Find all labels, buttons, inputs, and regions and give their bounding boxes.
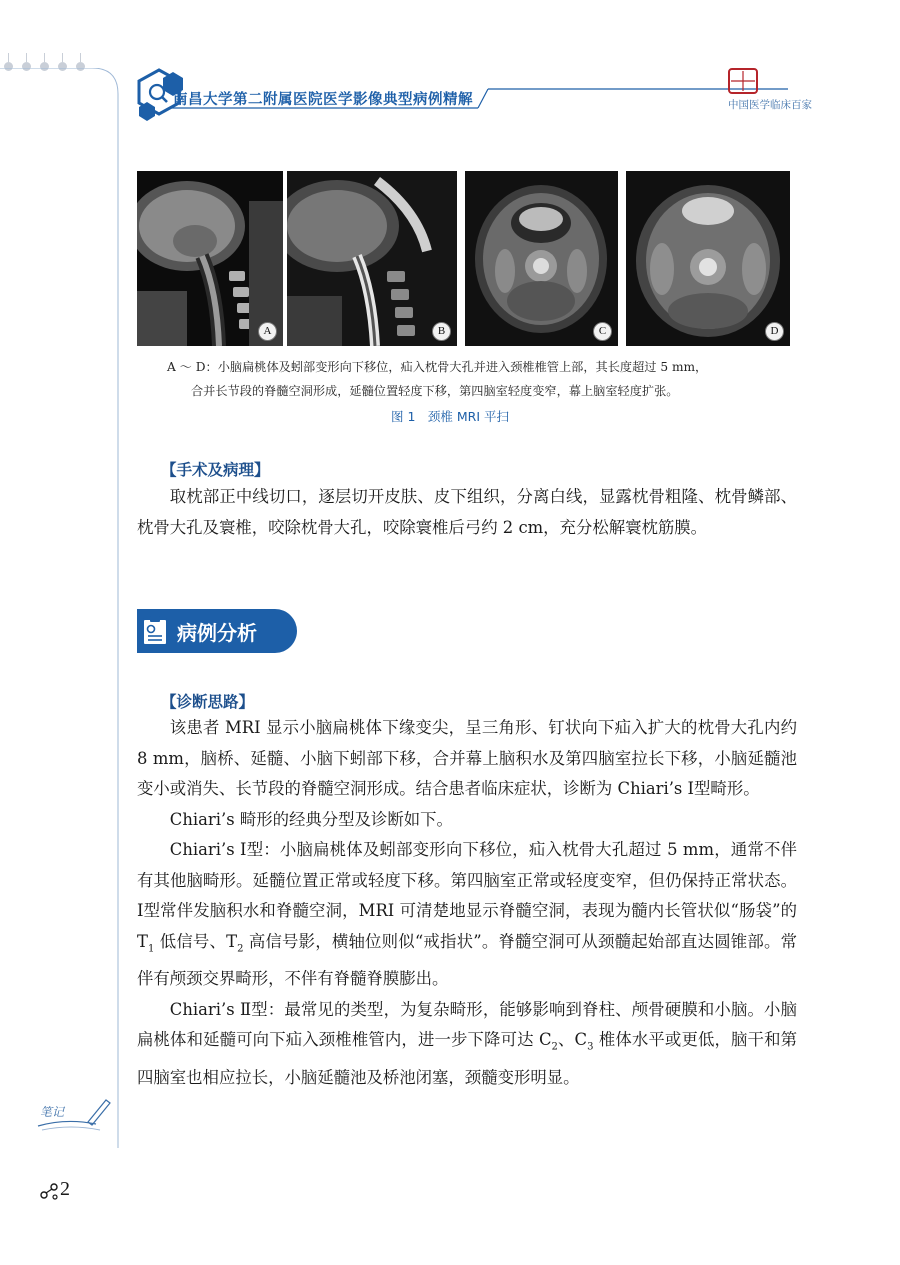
panel-label: A bbox=[258, 322, 277, 341]
panel-label: B bbox=[432, 322, 451, 341]
diagnosis-paragraph-2: Chiari’s 畸形的经典分型及诊断如下。 bbox=[169, 809, 453, 829]
figure-caption-line-1: A ～ D：小脑扁桃体及蚓部变形向下移位，疝入枕骨大孔并进入颈椎椎管上部，其长度超过 5 mm， bbox=[167, 360, 708, 374]
margin-line bbox=[0, 68, 120, 1148]
text-run: 椎体水平或更低，脑干和第四脑室也相应拉长，小脑延髓池及桥池闭塞，颈髓变形明显。 bbox=[137, 1030, 797, 1088]
subscript: 2 bbox=[237, 942, 244, 954]
panel-label: D bbox=[765, 322, 784, 341]
binding-ring bbox=[76, 62, 85, 71]
binding-ring bbox=[22, 62, 31, 71]
binding-ring bbox=[4, 62, 13, 71]
surgery-text: 取枕部正中线切口，逐层切开皮肤、皮下组织，分离白线，显露枕骨粗隆、枕骨鳞部、枕骨大孔及寰椎，咬除枕骨大孔，咬除寰椎后弓约 2 cm，充分松解寰枕筋膜。 bbox=[137, 487, 797, 537]
mri-image-b bbox=[287, 171, 457, 346]
text-run: 低信号、T bbox=[154, 931, 238, 951]
mri-image-c bbox=[465, 171, 618, 346]
binding-ring bbox=[40, 62, 49, 71]
diagnosis-paragraph-3 bbox=[137, 835, 797, 995]
figure-caption-line-2: 合并长节段的脊髓空洞形成，延髓位置轻度下移，第四脑室轻度变窄，幕上脑室轻度扩张。 bbox=[191, 384, 679, 398]
molecule-icon bbox=[40, 1182, 60, 1200]
text-run: Chiari’s Ⅱ型：最常见的类型，为复杂畸形，能够影响到脊柱、颅骨硬膜和小脑。小脑扁桃体和延髓可向下疝入颈椎椎管内，进一步下降可达 C bbox=[137, 999, 797, 1050]
seal-stamp-icon bbox=[723, 68, 763, 94]
binding-ring bbox=[58, 62, 67, 71]
subscript: 3 bbox=[587, 1041, 594, 1053]
clipboard-icon bbox=[140, 615, 170, 647]
mri-image-a bbox=[137, 171, 283, 346]
diagnosis-body bbox=[137, 713, 797, 1094]
page-number: 2 bbox=[60, 1178, 70, 1200]
header-book-title: 南昌大学第二附属医院医学影像典型病例精解 bbox=[173, 92, 473, 108]
panel-label: C bbox=[593, 322, 612, 341]
diagnosis-heading: 【诊断思路】 bbox=[161, 693, 255, 711]
subscript: 1 bbox=[147, 942, 155, 954]
mri-image-d bbox=[626, 171, 790, 346]
surgery-paragraph bbox=[137, 482, 797, 543]
figure-title: 图 1 颈椎 MRI 平扫 bbox=[390, 409, 510, 424]
text-run: 、C bbox=[557, 1030, 588, 1050]
diagnosis-paragraph-1: 该患者 MRI 显示小脑扁桃体下缘变尖，呈三角形、钉状向下疝入扩大的枕骨大孔内约 8 mm，脑桥、延髓、小脑下蚓部下移，合并幕上脑积水及第四脑室拉长下移，小脑延髓池变小或消失、长节段的脊髓空洞形成。结合患者临床症状，诊断为 Chiari’s Ⅰ型畸形。 bbox=[137, 718, 797, 798]
surgery-heading: 【手术及病理】 bbox=[161, 461, 270, 479]
section-title: 病例分析 bbox=[177, 621, 257, 645]
diagnosis-paragraph-4 bbox=[137, 995, 797, 1094]
text-run: 高信号影，横轴位则似“戒指状”。脊髓空洞可从颈髓起始部直达圆锥部。常伴有颅颈交界畸形，不伴有脊髓脊膜膨出。 bbox=[137, 931, 797, 989]
text-run: Chiari’s Ⅰ型：小脑扁桃体及蚓部变形向下移位，疝入枕骨大孔超过 5 mm，通常不伴有其他脑畸形。延髓位置正常或轻度下移。第四脑室正常或轻度变窄，但仍保持正常状态。Ⅰ型常伴发脑积水和脊髓空洞，MRI 可清楚地显示脊髓空洞，表现为髓内长管状似“肠袋”的 T bbox=[137, 840, 797, 951]
subscript: 2 bbox=[551, 1041, 558, 1053]
header-series-name: 中国医学临床百家 bbox=[728, 99, 812, 111]
notes-label: 笔记 bbox=[40, 1105, 65, 1119]
